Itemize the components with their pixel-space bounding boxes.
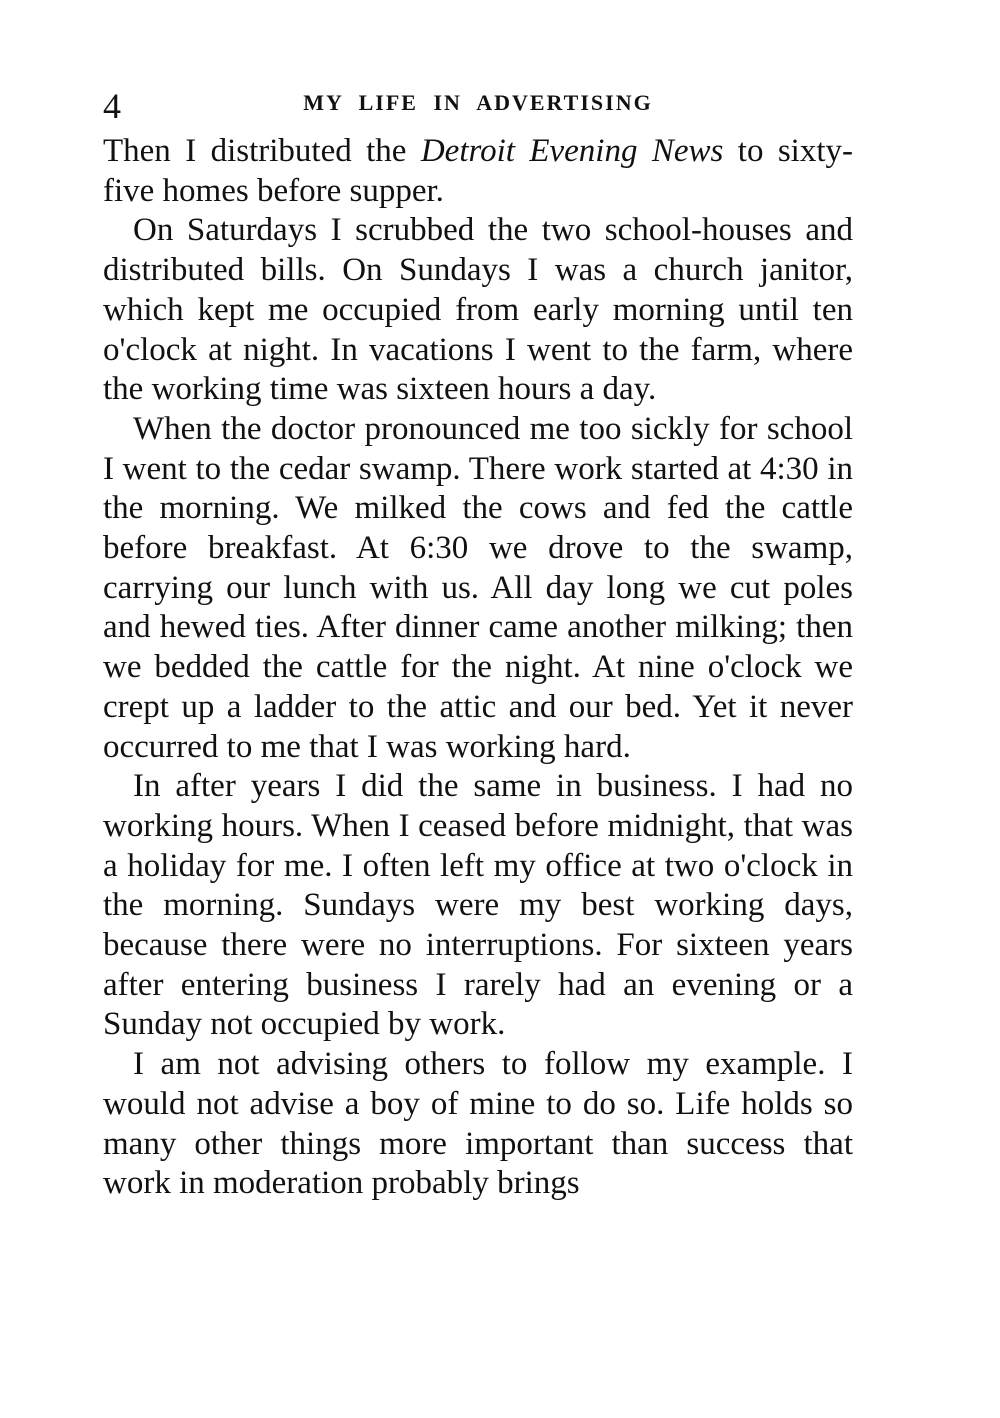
newspaper-title: Detroit Evening News <box>420 133 724 169</box>
paragraph-1 <box>103 132 853 211</box>
body-text <box>103 132 853 1204</box>
paragraph-2: On Saturdays I scrubbed the two school-houses and distributed bills. On Sundays I was a church janitor, which kept me occupied from early morning until ten o'clock at night. In vacations I went to the farm, where the working time was sixteen hours a day. <box>103 212 853 408</box>
book-page <box>103 82 853 1204</box>
paragraph-5: I am not advising others to follow my example. I would not advise a boy of mine to do so. Life holds so many other things more important than success that work in moderation probably brings <box>103 1046 853 1202</box>
page-header <box>103 82 853 132</box>
paragraph-4: In after years I did the same in business. I had no working hours. When I ceased before midnight, that was a holiday for me. I often left my office at two o'clock in the morning. Sundays were my best working days, because there were no interruptions. For sixteen years after entering business I rarely had an evening or a Sunday not occupied by work. <box>103 768 853 1043</box>
paragraph-1-text-before: Then I distributed the <box>103 133 421 169</box>
paragraph-1-text-after: to sixty-five homes before supper. <box>103 133 854 209</box>
paragraph-3: When the doctor pronounced me too sickly for school I went to the cedar swamp. There work started at 4:30 in the morning. We milked the cows and fed the cattle before breakfast. At 6:30 we drove to the swamp, carrying our lunch with us. All day long we cut poles and hewed ties. After dinner came another milking; then we bedded the cattle for the night. At nine o'clock we crept up a ladder to the attic and our bed. Yet it never occurred to me that I was working hard. <box>103 410 853 765</box>
running-title: MY LIFE IN ADVERTISING <box>303 90 653 115</box>
page-number: 4 <box>103 86 121 126</box>
